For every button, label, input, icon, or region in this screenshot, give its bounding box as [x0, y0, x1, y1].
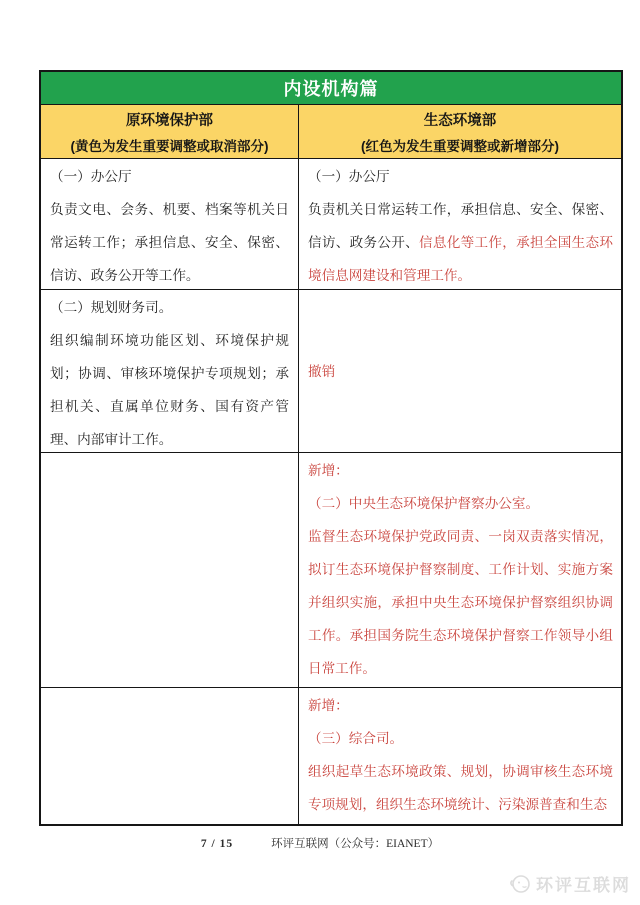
paragraph: （一）办公厅	[308, 169, 390, 184]
paragraph: （三）综合司。	[308, 731, 404, 746]
watermark	[508, 871, 631, 896]
cell-old-planning-finance	[41, 290, 299, 452]
column-title: 原环境保护部	[126, 112, 213, 129]
publisher-label: 环评互联网（公众号：EIANET）	[271, 838, 440, 850]
column-subtitle: (红色为发生重要调整或新增部分)	[361, 138, 559, 154]
page-footer	[0, 835, 640, 851]
paragraph: 监督生态环境保护党政同责、一岗双责落实情况，拟订生态环境保护督察制度、工作计划、实施方案并组织实施，承担中央生态环境保护督察组织协调工作。承担国务院生态环境保护督察工作领导小组日常工作。	[308, 529, 613, 676]
watermark-label: 环评互联网	[536, 876, 631, 895]
column-subtitle: (黄色为发生重要调整或取消部分)	[70, 138, 269, 154]
column-header-old-ministry	[41, 105, 299, 158]
paragraph: 新增：	[308, 463, 349, 478]
paragraph: （二）中央生态环境保护督察办公室。	[308, 496, 540, 511]
table-row	[41, 688, 621, 824]
paragraph: 新增：	[308, 698, 349, 713]
paragraph: 组织编制环境功能区划、环境保护规划；协调、审核环境保护专项规划；承担机关、直属单位财务、国有资产管理、内部审计工作。	[50, 333, 289, 447]
cell-revoked	[299, 290, 621, 452]
paragraph: 撤销	[308, 363, 336, 379]
paragraph: （二）规划财务司。	[50, 300, 173, 315]
paragraph: 组织起草生态环境政策、规划，协调审核生态环境专项规划，组织生态环境统计、污染源普查和生态	[308, 764, 613, 812]
column-header-new-ministry	[299, 105, 621, 158]
cell-new-general-department	[299, 688, 621, 824]
table-row	[41, 159, 621, 290]
table-row	[41, 290, 621, 453]
column-title: 生态环境部	[423, 112, 497, 129]
paragraph: 负责文电、会务、机要、档案等机关日常运转工作；承担信息、安全、保密、信访、政务公开等工作。	[50, 202, 289, 283]
cell-empty	[41, 453, 299, 687]
table-row	[41, 453, 621, 688]
table-header-row	[41, 105, 621, 159]
cell-old-office	[41, 159, 299, 289]
page-number: 7 / 15	[200, 838, 234, 850]
cell-empty	[41, 688, 299, 824]
paragraph: （一）办公厅	[50, 169, 132, 184]
chat-face-icon	[508, 873, 532, 895]
paragraph: 负责机关日常运转工作，承担信息、安全、保密、信访、政务公开、信息化等工作，承担全国生态环境信息网建设和管理工作。	[308, 202, 614, 283]
cell-new-inspection-office	[299, 453, 621, 687]
org-structure-table	[39, 70, 623, 826]
table-title: 内设机构篇	[41, 72, 621, 105]
cell-new-office	[299, 159, 621, 289]
